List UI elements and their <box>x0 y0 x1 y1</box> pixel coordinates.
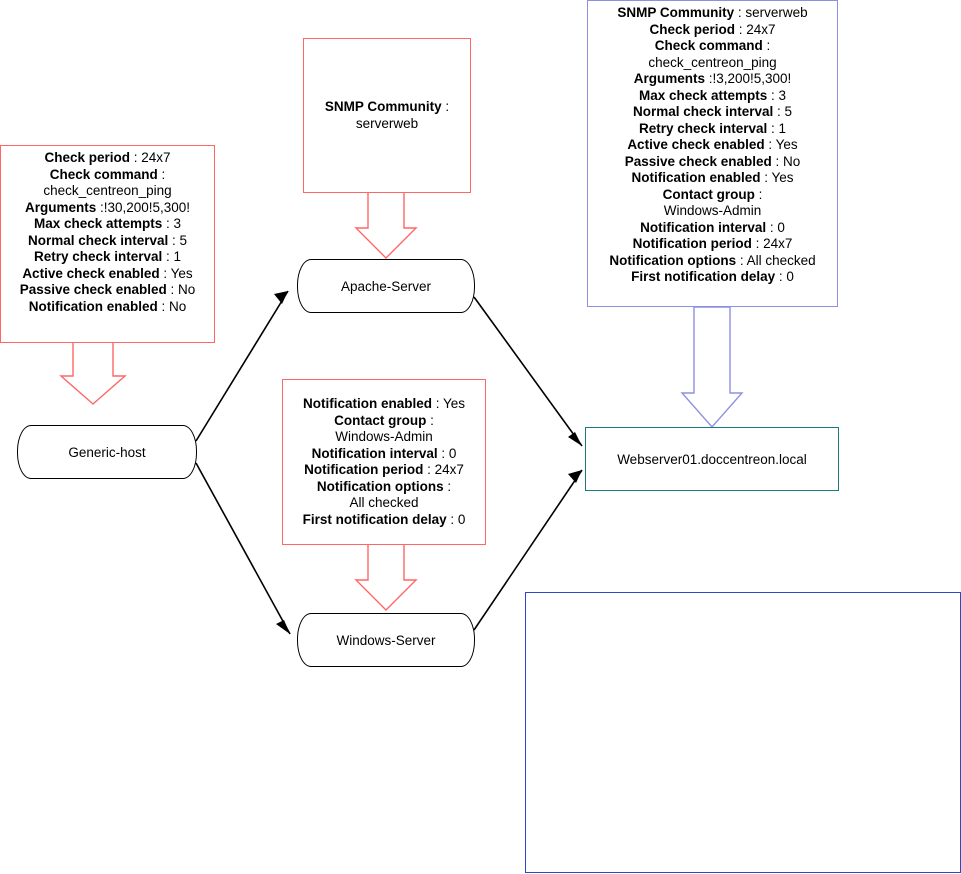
attribute-line: check_centreon_ping <box>43 183 172 198</box>
generic-host-attributes-box <box>0 145 215 343</box>
attribute-line: Notification options : All checked <box>609 252 816 268</box>
connector-windows-server-attrs <box>356 544 416 610</box>
attribute-line: Windows-Admin <box>335 429 433 444</box>
attribute-line: Notification enabled : No <box>28 298 187 314</box>
edge-generic-host-to-windows-server <box>196 463 290 634</box>
attribute-line: Active check enabled : Yes <box>627 137 798 152</box>
windows-server-attributes-box <box>282 379 486 545</box>
windows-server-attribute-lines <box>289 396 479 528</box>
attribute-line: Contact group : <box>334 412 434 428</box>
attribute-line: Active check enabled : Yes <box>22 265 193 281</box>
attribute-line: serverweb <box>355 115 419 131</box>
attribute-line: First notification delay : 0 <box>302 511 466 527</box>
attribute-line: Notification period : 24x7 <box>632 236 793 251</box>
node-apache-server-label: Apache-Server <box>340 278 432 294</box>
attribute-line: All checked <box>349 495 419 510</box>
attribute-line: Retry check interval : 1 <box>33 249 182 264</box>
attribute-line: SNMP Community : <box>324 99 450 114</box>
attribute-line: Notification enabled : Yes <box>631 170 794 185</box>
attribute-line: Normal check interval : 5 <box>632 104 793 119</box>
connector-apache-server-attrs <box>356 192 416 258</box>
attribute-line: Contact group : <box>662 186 763 202</box>
attribute-line: Check period : 24x7 <box>44 150 171 165</box>
attribute-line: Arguments :!30,200!5,300! <box>24 199 191 215</box>
connector-generic-host-attrs <box>61 342 125 404</box>
attribute-line: First notification delay : 0 <box>631 269 794 284</box>
apache-server-attributes-box <box>303 38 471 193</box>
node-apache-server[interactable] <box>297 259 475 313</box>
apache-server-attribute-lines <box>310 99 464 132</box>
legend-panel <box>525 592 961 873</box>
attribute-line: Passive check enabled : No <box>624 153 801 169</box>
node-webserver01[interactable] <box>585 427 839 491</box>
attribute-line: check_centreon_ping <box>648 54 777 70</box>
connector-webserver01-attrs <box>682 307 742 427</box>
attribute-line: Max check attempts : 3 <box>638 87 787 103</box>
node-windows-server-label: Windows-Server <box>336 632 436 648</box>
generic-host-attribute-lines <box>7 150 208 315</box>
attribute-line: Retry check interval : 1 <box>638 120 787 136</box>
attribute-line: SNMP Community : serverweb <box>617 5 808 20</box>
attribute-line: Check command : <box>654 38 771 53</box>
attribute-line: Passive check enabled : No <box>19 282 196 297</box>
attribute-line: Arguments :!3,200!5,300! <box>633 71 792 86</box>
webserver01-attributes-box <box>587 0 838 307</box>
node-generic-host-label: Generic-host <box>68 444 146 460</box>
attribute-line: Notification interval : 0 <box>640 219 785 235</box>
attribute-line: Notification period : 24x7 <box>304 462 464 477</box>
node-windows-server[interactable] <box>297 613 475 667</box>
attribute-line: Notification interval : 0 <box>311 445 457 461</box>
attribute-line: Check command : <box>49 166 166 182</box>
edge-apache-server-to-webserver01 <box>474 297 582 446</box>
node-generic-host[interactable] <box>17 425 197 479</box>
webserver01-attribute-lines <box>594 5 831 286</box>
attribute-line: Notification options : <box>316 478 452 494</box>
attribute-line: Check period : 24x7 <box>649 21 776 37</box>
node-webserver01-label: Webserver01.doccentreon.local <box>617 451 807 467</box>
attribute-line: Normal check interval : 5 <box>27 232 188 248</box>
attribute-line: Windows-Admin <box>663 203 762 218</box>
attribute-line: Notification enabled : Yes <box>302 396 466 411</box>
attribute-line: Max check attempts : 3 <box>33 216 182 231</box>
